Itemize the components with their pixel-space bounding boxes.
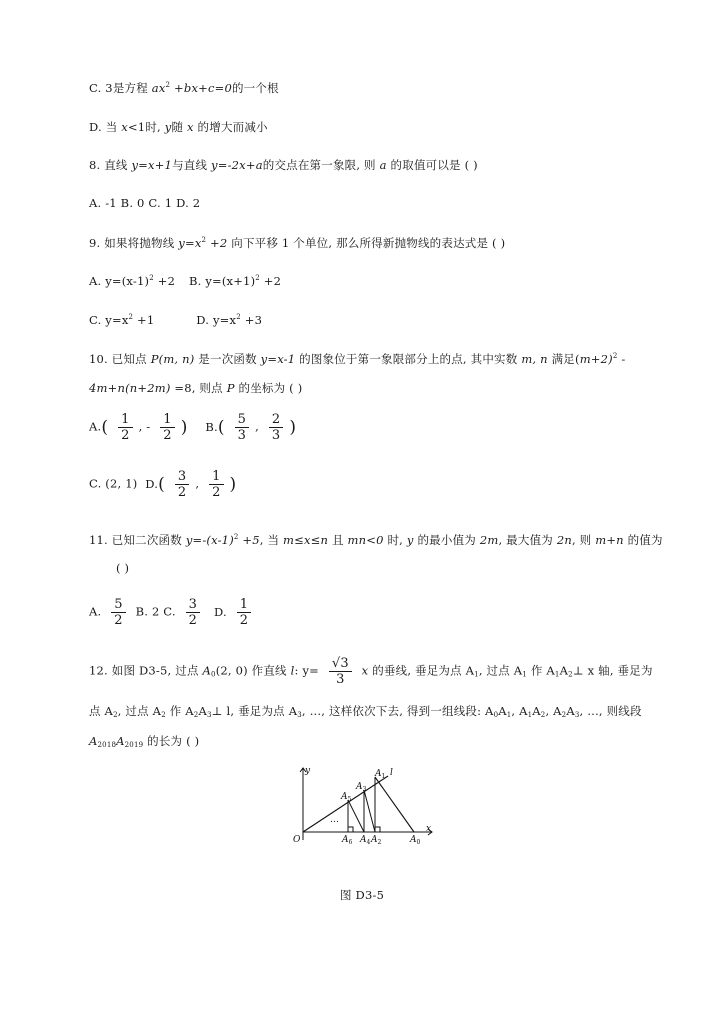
right-angle-mark-a6 — [348, 827, 353, 832]
fraction: $\frac{1}{2}$ — [237, 597, 251, 628]
y-axis-label: y — [305, 766, 311, 776]
segment-a0a1 — [375, 777, 414, 832]
q8-stem: 8. 直线 y=x+1与直线 y=-2x+a的交点在第一象限, 则 a 的取值可以是 ( ) — [89, 158, 478, 172]
point-a3-label: $A_3$ — [356, 782, 367, 793]
fraction: $\frac{3}{2}$ — [175, 469, 189, 500]
q9-options-cd: C. $y=x^2 +1$ D. $y=x^2 +3$ — [89, 313, 263, 327]
q9-stem: 9. 如果将抛物线 $y=x^2 +2$ 向下平移 1 个单位, 那么所得新抛物线的表达式是 ( ) — [89, 236, 506, 250]
q7-option-d: D. 当 x<1时, y随 x 的增大而减小 — [89, 120, 268, 134]
q12-stem-line3: $A_{2018}A_{2019}$ 的长为 ( ) — [89, 734, 200, 749]
point-a0-label: $A_0$ — [410, 835, 421, 846]
q10-stem-line1: 10. 已知点 P(m, n) 是一次函数 y=x-1 的图象位于第一象限部分上的点, 其中实数 m, n 满足$(m+2)^2$ - — [89, 352, 626, 366]
fraction: $\frac{√3}{3}$ — [329, 656, 352, 687]
fraction: $\frac{5}{3}$ — [235, 412, 249, 443]
right-angle-mark-a2 — [375, 827, 380, 832]
q7-option-c: C. 3是方程 $ax^2 +bx+c=0$的一个根 — [89, 81, 279, 95]
figure-d3-5 — [285, 762, 435, 848]
point-a5-label: $A_5$ — [341, 792, 352, 803]
q12-stem-line2: 点 $A_2$, 过点 $A_2$ 作 $A_2A_3\perp$ l, 垂足为点 $A_3$, …, 这样依次下去, 得到一组线段: $A_0A_1$, $A_1A_2$, $A_2A_3$, …, 则线段 — [89, 704, 642, 719]
q11-stem-line1: 11. 已知二次函数 $y=-(x-1)^2 +5$, 当 m≤x≤n 且 mn<0 时, y 的最小值为 2m, 最大值为 2n, 则 m+n 的值为 — [89, 533, 663, 547]
q9-options-ab: A. $y=(x-1)^2 +2$ B. $y=(x+1)^2 +2$ — [89, 274, 282, 288]
fraction: $\frac{3}{2}$ — [186, 597, 200, 628]
line-l-label: l — [390, 768, 393, 778]
fraction: $\frac{5}{2}$ — [111, 597, 125, 628]
x-axis-label: x — [426, 824, 432, 834]
q10-options-cd: C. (2, 1) D.( $\frac{3}{2}$ , $\frac{1}{2}$ ) — [89, 469, 237, 500]
fraction: $\frac{1}{2}$ — [209, 469, 223, 500]
point-a2-label: $A_2$ — [371, 835, 382, 846]
fraction: $\frac{1}{2}$ — [160, 412, 174, 443]
q8-options: A. -1 B. 0 C. 1 D. 2 — [89, 196, 201, 210]
origin-label: O — [293, 835, 301, 845]
point-a1-label: $A_1$ — [375, 769, 386, 780]
q10-options-ab: A.( $\frac{1}{2}$ , - $\frac{1}{2}$ ) B.( $\frac{5}{3}$ , $\frac{2}{3}$ ) — [89, 412, 297, 443]
q11-options: A. $\frac{5}{2}$ B. 2 C. $\frac{3}{2}$ D. $\frac{1}{2}$ — [89, 597, 257, 628]
point-a6-label: $A_6$ — [342, 835, 353, 846]
fraction: $\frac{1}{2}$ — [118, 412, 132, 443]
segment-a2a3 — [364, 790, 375, 832]
figure-caption: 图 D3-5 — [340, 888, 385, 902]
q12-stem-line1: 12. 如图 D3-5, 过点 $A_0(2$, 0) 作直线 l: y= $\frac{√3}{3}$ x 的垂线, 垂足为点 $A_1$, 过点 $A_1$ 作 $A_1A_2\perp$ x 轴, 垂足为 — [89, 656, 653, 687]
q10-stem-line2: 4m+n(n+2m) =8, 则点 P 的坐标为 ( ) — [89, 381, 303, 395]
point-a4-label: $A_4$ — [360, 835, 371, 846]
ellipsis: … — [330, 815, 339, 825]
q11-stem-line2: ( ) — [116, 561, 130, 575]
fraction: $\frac{2}{3}$ — [269, 412, 283, 443]
